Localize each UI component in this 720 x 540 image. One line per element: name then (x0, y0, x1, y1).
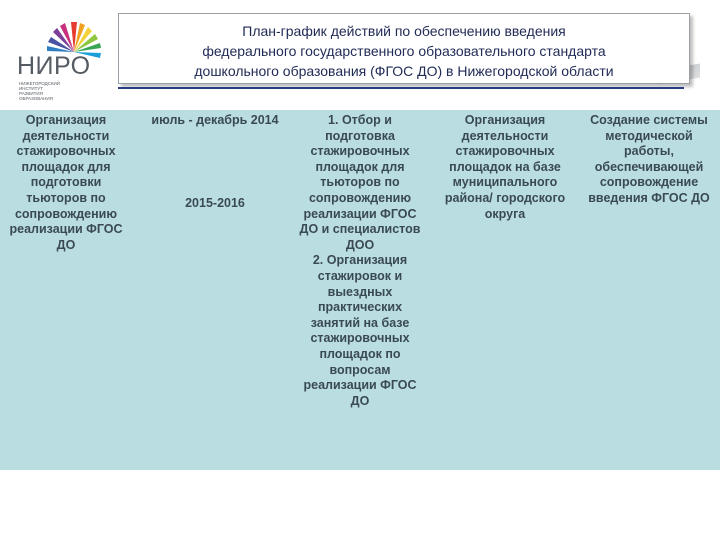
period-cell-2: 2015-2016 (185, 196, 245, 210)
logo-subtitle: НИЖЕГОРОДСКИЙ ИНСТИТУТ РАЗВИТИЯ ОБРАЗОВАНИЯ (19, 81, 61, 101)
title-line-1: План-график действий по обеспечению введения (242, 23, 566, 39)
actions-cell: 1. Отбор и подготовка стажировочных площадок для тьюторов по сопровождению реализации ФГОС ДО и специалистов ДОО 2. Организация стажировок и выездных практических занятий на базе стажировочных площадок по вопросам реализации ФГОС ДО (299, 113, 421, 408)
title-box (118, 13, 690, 84)
plan-table-row (0, 110, 720, 470)
task-cell: Организация деятельности стажировочных площадок для подготовки тьюторов по сопровождению реализации ФГОС ДО (9, 113, 123, 252)
logo-name: НИРО (17, 52, 91, 80)
result-cell: Организация деятельности стажировочных площадок на базе муниципального района/ городского округа (444, 113, 566, 221)
title-line-2: федерального государственного образовательного стандарта (202, 43, 606, 59)
title-underline (118, 87, 684, 89)
outcome-cell: Создание системы методической работы, обеспечивающей сопровождение введения ФГОС ДО (588, 113, 710, 205)
period-cell-1: июль - декабрь 2014 (151, 113, 279, 127)
title-line-3: дошкольного образования (ФГОС ДО) в Нижегородской области (194, 63, 614, 79)
niro-logo (14, 18, 114, 101)
